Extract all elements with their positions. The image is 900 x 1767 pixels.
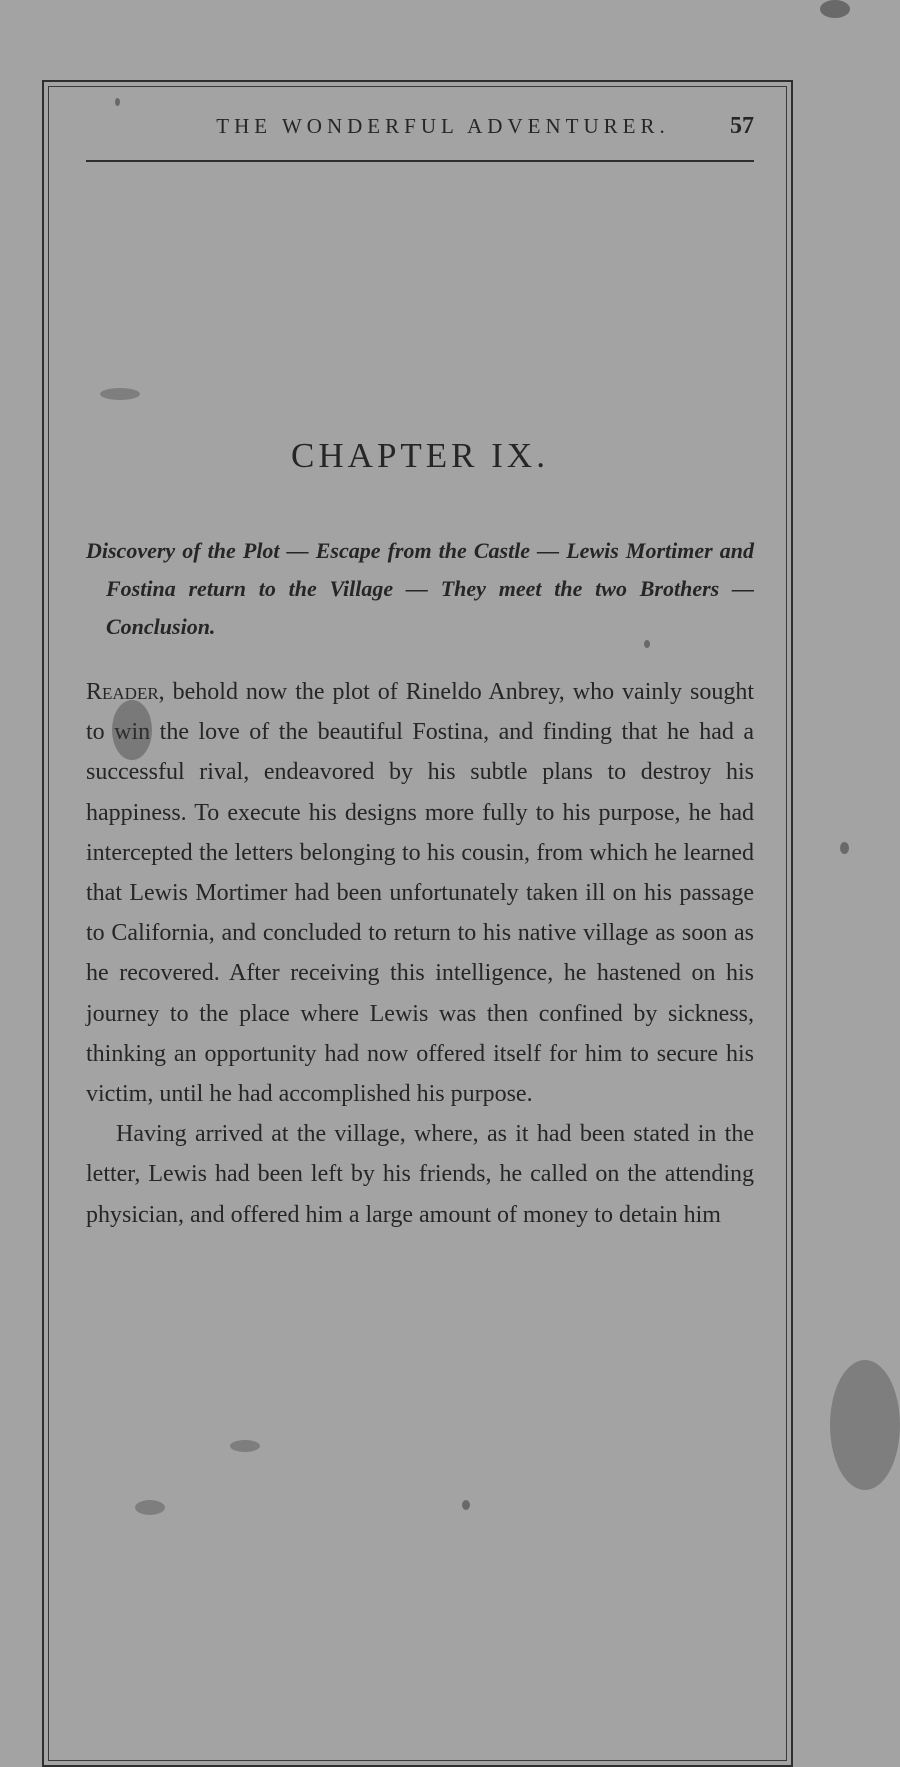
paragraph-1-text: behold now the plot of Rineldo Anbrey, who vainly sought to win the love of the beautiful Fostina, and finding that he had a successful rival, endeavored by his subtle plans to destroy his happiness. To execute his designs more fully to his purpose, he had intercepted the letters belonging to his cousin, from which he learned that Lewis Mortimer had been unfortunately taken ill on his passage to California, and concluded to return to his native village as soon as he recovered. After receiving this intelligence, he hastened on his journey to the place where Lewis was then confined by sickness, thinking an opportunity had now offered itself for him to secure his victim, until he had accomplished his purpose. (86, 679, 754, 1108)
print-speck (644, 640, 650, 648)
running-title: THE WONDERFUL ADVENTURER. (216, 113, 670, 138)
chapter-synopsis: Discovery of the Plot — Escape from the Castle — Lewis Mortimer and Fostina return to the Village — They meet the two Brothers — Conclusion. (86, 538, 754, 639)
paragraph-1 (86, 672, 754, 1114)
print-speck (820, 0, 850, 18)
page-number: 57 (730, 112, 754, 139)
paragraph-2: Having arrived at the village, where, as it had been stated in the letter, Lewis had been left by his friends, he called on the attending physician, and offered him a large amount of money to detain him (86, 1121, 754, 1228)
print-speck (112, 700, 152, 760)
print-speck (135, 1500, 165, 1515)
running-head (86, 108, 754, 144)
print-speck (840, 842, 849, 854)
print-speck (100, 388, 140, 400)
print-speck (230, 1440, 260, 1452)
body-text (86, 672, 754, 1235)
print-speck (115, 98, 120, 106)
paragraph-1-lead: Reader, (86, 679, 165, 705)
print-speck (462, 1500, 470, 1510)
chapter-heading: CHAPTER IX. (291, 436, 549, 475)
print-speck (830, 1360, 900, 1490)
header-rule (86, 160, 754, 162)
